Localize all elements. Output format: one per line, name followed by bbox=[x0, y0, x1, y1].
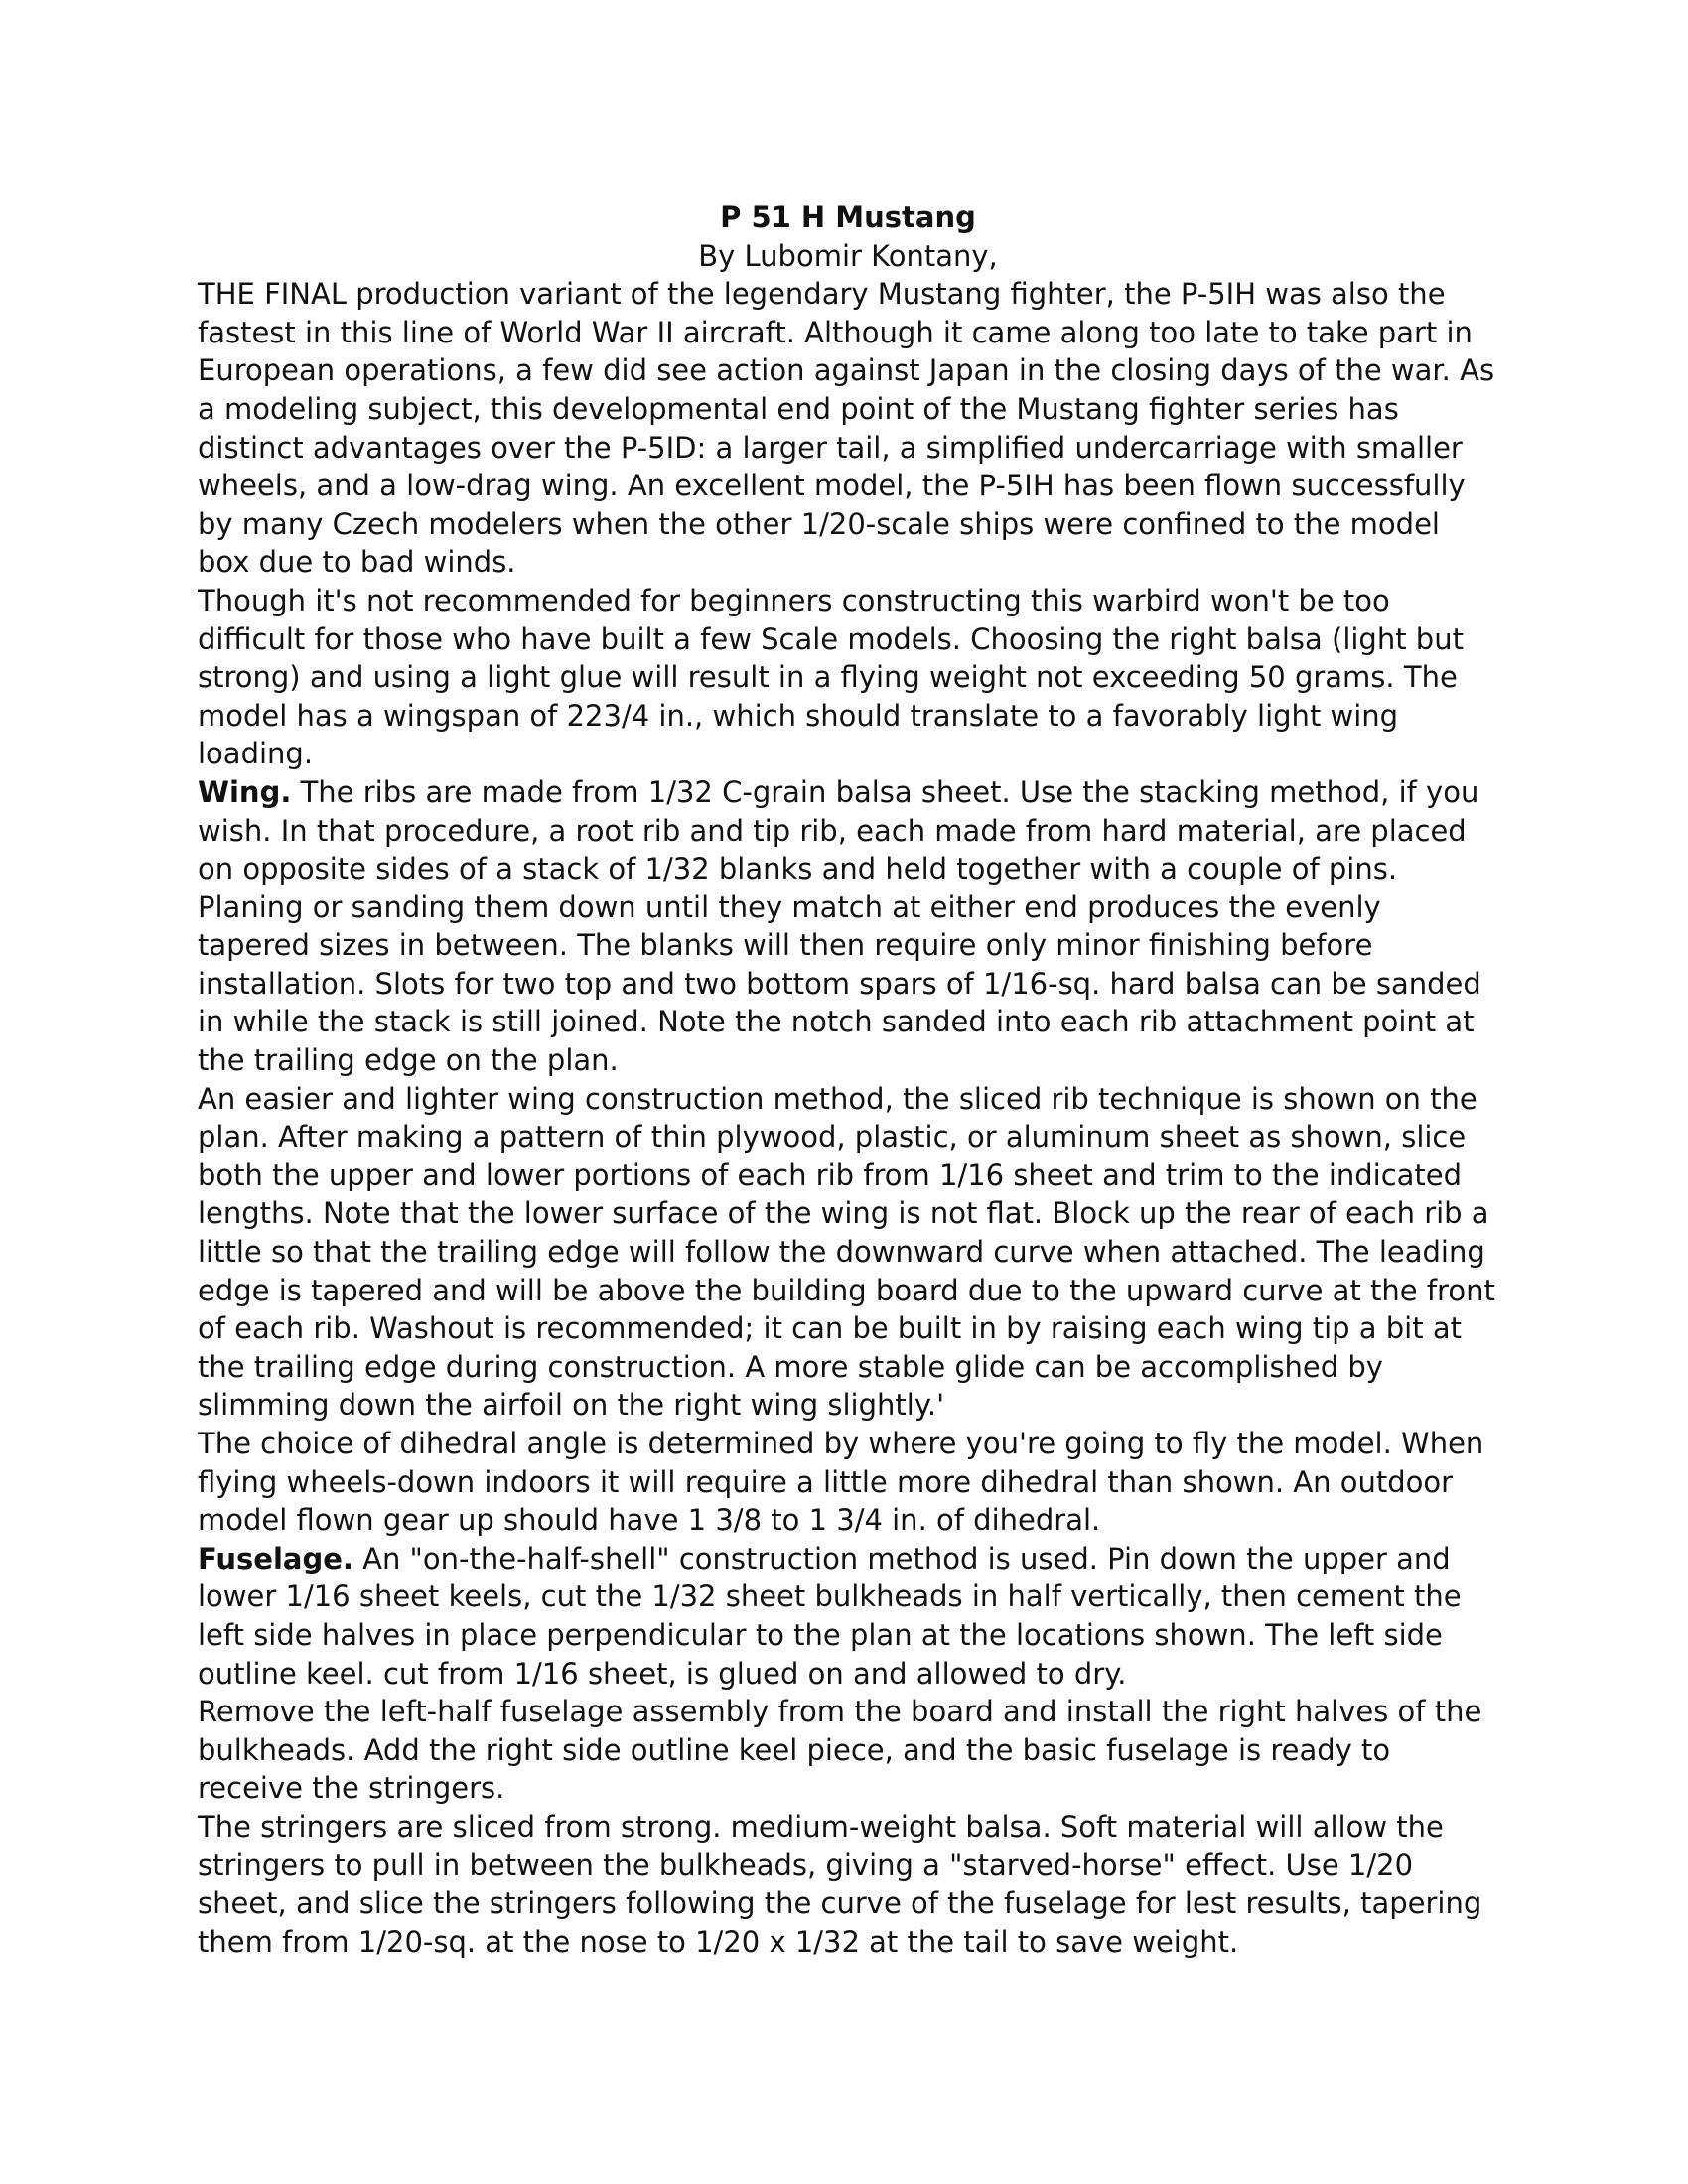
paragraph-sliced-rib bbox=[198, 1080, 1498, 1425]
paragraph-stringers bbox=[198, 1808, 1498, 1961]
paragraph-text: The stringers are sliced from strong. medium-weight balsa. Soft material will allow the stringers to pull in between the bulkheads, giving a "starved-horse" effect. Use 1/20 sheet, and slice the stringers following the curve of the fuselage for lest results, tapering them from 1/20-sq. at the nose to 1/20 x 1/32 at the tail to save weight. bbox=[198, 1809, 1482, 1959]
paragraph-text: The ribs are made from 1/32 C-grain balsa sheet. Use the stacking method, if you wish. In that procedure, a root rib and tip rib, each made from hard material, are placed on opposite sides of a stack of 1/32 blanks and held together with a couple of pins. Planing or sanding them down until they match at either end produces the evenly tapered sizes in between. The blanks will then require only minor finishing before installation. Slots for two top and two bottom spars of 1/16-sq. hard balsa can be sanded in while the stack is still joined. Note the notch sanded into each rib attachment point at the trailing edge on the plan. bbox=[198, 774, 1481, 1078]
paragraph-fuselage bbox=[198, 1540, 1498, 1693]
paragraph-bulkheads bbox=[198, 1693, 1498, 1808]
paragraph-text: Though it's not recommended for beginners constructing this warbird won't be too difficult for those who have built a few Scale models. Choosing the right balsa (light but strong) and using a light glue will result in a flying weight not exceeding 50 grams. The model has a wingspan of 223/4 in., which should translate to a favorably light wing loading. bbox=[198, 583, 1464, 771]
document-page bbox=[198, 199, 1498, 1961]
paragraph-intro bbox=[198, 275, 1498, 582]
section-lead-wing: Wing. bbox=[198, 774, 292, 809]
section-lead-fuselage: Fuselage. bbox=[198, 1541, 353, 1575]
paragraph-text: Remove the left-half fuselage assembly from the board and install the right halves of the bulkheads. Add the right side outline keel piece, and the basic fuselage is ready to receive the stringers. bbox=[198, 1695, 1482, 1806]
document-title: P 51 H Mustang bbox=[720, 201, 976, 234]
paragraph-text: An easier and lighter wing construction method, the sliced rib technique is shown on the plan. After making a pattern of thin plywood, plastic, or aluminum sheet as shown, slice both the upper and lower portions of each rib from 1/16 sheet and trim to the indicated lengths. Note that the lower surface of the wing is not flat. Block up the rear of each rib a little so that the trailing edge will follow the downward curve when attached. The leading edge is tapered and will be above the building board due to the upward curve at the front of each rib. Washout is recommended; it can be built in by raising each wing tip a bit at the trailing edge during construction. A more stable glide can be accomplished by slimming down the airfoil on the right wing slightly.' bbox=[198, 1081, 1495, 1423]
paragraph-weight bbox=[198, 582, 1498, 773]
paragraph-text: The choice of dihedral angle is determined by where you're going to fly the model. When flying wheels-down indoors it will require a little more dihedral than shown. An outdoor model flown gear up should have 1 3/8 to 1 3/4 in. of dihedral. bbox=[198, 1427, 1484, 1538]
paragraph-text: THE FINAL production variant of the legendary Mustang fighter, the P-5IH was also the fastest in this line of World War II aircraft. Although it came along too late to take part in European operations, a few did see action against Japan in the closing days of the war. As a modeling subject, this developmental end point of the Mustang fighter series has distinct advantages over the P-5ID: a larger tail, a simplified undercarriage with smaller wheels, and a low-drag wing. An excellent model, the P-5IH has been flown successfully by many Czech modelers when the other 1/20-scale ships were confined to the model box due to bad winds. bbox=[198, 277, 1495, 580]
author-byline: By Lubomir Kontany, bbox=[698, 238, 998, 273]
paragraph-dihedral bbox=[198, 1425, 1498, 1540]
paragraph-wing bbox=[198, 773, 1498, 1080]
paragraph-text: An "on-the-half-shell" construction method is used. Pin down the upper and lower 1/16 sheet keels, cut the 1/32 sheet bulkheads in half vertically, then cement the left side halves in place perpendicular to the plan at the locations shown. The left side outline keel. cut from 1/16 sheet, is glued on and allowed to dry. bbox=[198, 1541, 1462, 1691]
